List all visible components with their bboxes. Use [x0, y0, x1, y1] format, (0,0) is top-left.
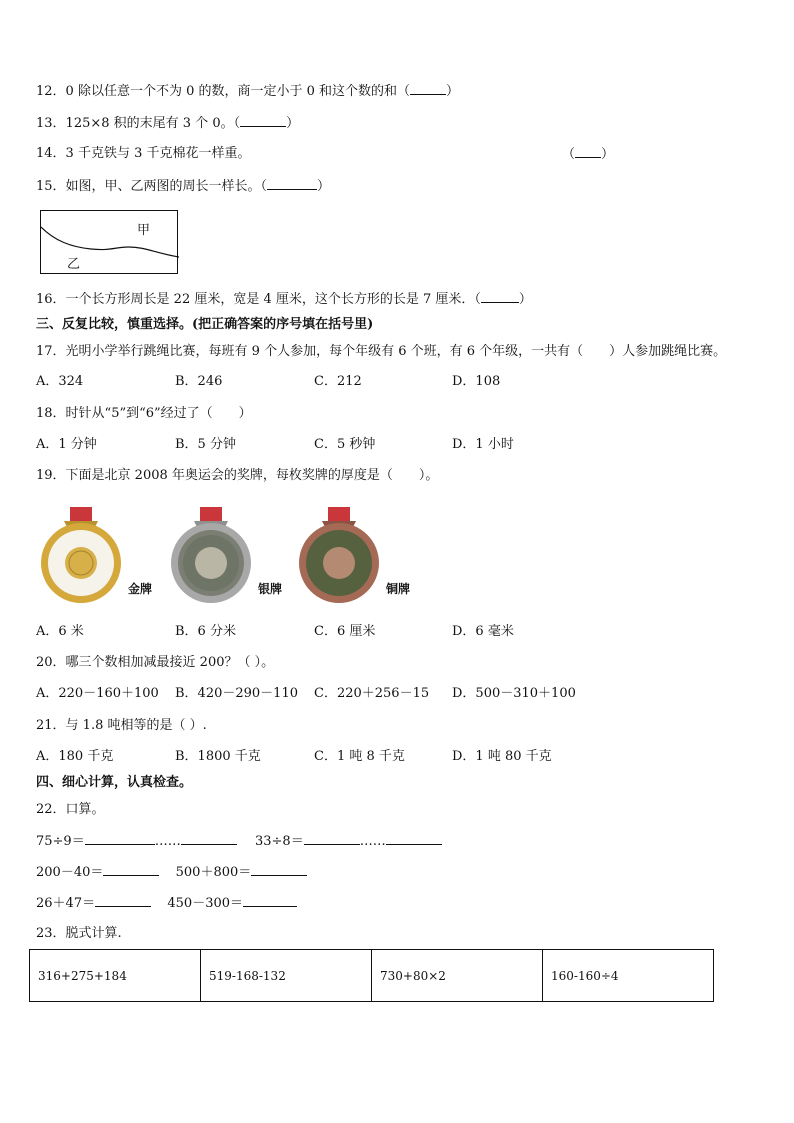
- medal-images: [36, 505, 436, 615]
- calc-item: 75÷9＝: [36, 834, 85, 849]
- answer-blank-14[interactable]: [575, 145, 601, 158]
- section-4-heading: 四、细心计算，认真检查。: [36, 775, 193, 790]
- calc-blank[interactable]: [386, 832, 442, 845]
- mental-calc-row-2: [36, 863, 307, 882]
- answer-blank-15[interactable]: [267, 177, 317, 190]
- option-d[interactable]: D．1 吨 80 千克: [452, 749, 552, 764]
- option-d[interactable]: D．108: [452, 374, 501, 389]
- options-17: [36, 373, 756, 391]
- label-jia: 甲: [137, 223, 151, 238]
- calc-blank[interactable]: [243, 894, 297, 907]
- option-c[interactable]: C．1 吨 8 千克: [314, 749, 405, 764]
- question-16-close: ）: [518, 292, 532, 307]
- option-b[interactable]: B．420－290－110: [175, 686, 298, 701]
- option-d[interactable]: D．1 小时: [452, 437, 514, 452]
- question-13: [36, 114, 299, 133]
- calc-cell[interactable]: 730+80×2: [372, 950, 543, 1002]
- options-21: [36, 748, 756, 766]
- option-a[interactable]: A．180 千克: [36, 749, 114, 764]
- option-d[interactable]: D．6 毫米: [452, 624, 514, 639]
- bronze-medal-icon: [294, 505, 384, 605]
- silver-medal: [166, 505, 296, 615]
- question-21: 21．与 1.8 吨相等的是（ ）.: [36, 718, 207, 733]
- question-20: 20．哪三个数相加减最接近 200？（ ）。: [36, 655, 275, 670]
- calc-cell[interactable]: 519-168-132: [201, 950, 372, 1002]
- option-c[interactable]: C．6 厘米: [314, 624, 376, 639]
- question-13-text: 13．125×8 积的末尾有 3 个 0。（: [36, 116, 241, 131]
- calc-item: 200－40＝: [36, 865, 104, 880]
- calc-blank[interactable]: [251, 863, 307, 876]
- calc-blank[interactable]: [85, 832, 155, 845]
- ellipsis: ……: [154, 834, 181, 849]
- option-b[interactable]: B．246: [175, 374, 223, 389]
- question-15-text: 15．如图，甲、乙两图的周长一样长。（: [36, 179, 268, 194]
- option-b[interactable]: B．6 分米: [175, 624, 236, 639]
- calc-item: 450－300＝: [167, 896, 244, 911]
- gold-medal: [36, 505, 166, 615]
- dividing-curve: [41, 211, 179, 275]
- question-23-title: 23．脱式计算.: [36, 926, 122, 941]
- question-13-close: ）: [286, 116, 300, 131]
- gold-medal-label: 金牌: [128, 582, 153, 596]
- question-14-paren-close: ）: [601, 147, 615, 162]
- question-14-text: 14．3 千克铁与 3 千克棉花一样重。: [36, 146, 251, 161]
- option-a[interactable]: A．1 分钟: [36, 437, 97, 452]
- answer-blank-16[interactable]: [481, 290, 519, 303]
- option-c[interactable]: C．5 秒钟: [314, 437, 376, 452]
- option-a[interactable]: A．6 米: [36, 624, 84, 639]
- calc-cell[interactable]: 160-160÷4: [543, 950, 714, 1002]
- silver-medal-label: 银牌: [258, 582, 283, 596]
- option-b[interactable]: B．5 分钟: [175, 437, 236, 452]
- bronze-medal: [294, 505, 424, 615]
- calc-item: 26＋47＝: [36, 896, 96, 911]
- question-15: [36, 177, 330, 196]
- table-row: [30, 950, 714, 1002]
- answer-blank-12[interactable]: [410, 82, 446, 95]
- question-17: 17．光明小学举行跳绳比赛，每班有 9 个人参加，每个年级有 6 个班，有 6 个年级，一共有（ ）人参加跳绳比赛。: [36, 344, 727, 359]
- calc-blank[interactable]: [181, 832, 237, 845]
- question-16-text: 16．一个长方形周长是 22 厘米，宽是 4 厘米，这个长方形的长是 7 厘米．（: [36, 292, 481, 307]
- calc-blank[interactable]: [304, 832, 360, 845]
- label-yi: 乙: [67, 257, 81, 272]
- question-12: [36, 82, 459, 101]
- question-19: 19．下面是北京 2008 年奥运会的奖牌，每枚奖牌的厚度是（ ）。: [36, 468, 439, 483]
- question-12-close: ）: [446, 84, 460, 99]
- calc-item: 500＋800＝: [175, 865, 252, 880]
- bronze-medal-label: 铜牌: [386, 582, 411, 596]
- calc-item: 33÷8＝: [255, 834, 304, 849]
- question-14-paren-open: （: [562, 147, 576, 162]
- step-calc-table: [29, 949, 714, 1002]
- option-a[interactable]: A．324: [36, 374, 84, 389]
- option-d[interactable]: D．500－310＋100: [452, 686, 576, 701]
- question-16: [36, 290, 532, 309]
- ellipsis: ……: [359, 834, 386, 849]
- gold-medal-icon: [36, 505, 126, 605]
- answer-blank-13[interactable]: [240, 114, 286, 127]
- question-14: [36, 145, 250, 163]
- question-15-close: ）: [317, 179, 331, 194]
- option-c[interactable]: C．220＋256－15: [314, 686, 430, 701]
- option-b[interactable]: B．1800 千克: [175, 749, 261, 764]
- question-12-text: 12．0 除以任意一个不为 0 的数，商一定小于 0 和这个数的和（: [36, 84, 411, 99]
- question-18: 18．时针从“5”到“6”经过了（ ）: [36, 406, 252, 421]
- calc-blank[interactable]: [103, 863, 159, 876]
- option-a[interactable]: A．220－160＋100: [36, 686, 159, 701]
- options-18: [36, 436, 756, 454]
- silver-medal-icon: [166, 505, 256, 605]
- figure-perimeter: [40, 210, 178, 274]
- calc-blank[interactable]: [95, 894, 151, 907]
- calc-cell[interactable]: 316+275+184: [30, 950, 201, 1002]
- mental-calc-row-3: [36, 894, 297, 913]
- question-22-title: 22．口算。: [36, 802, 105, 817]
- question-14-answer: [562, 145, 614, 164]
- section-3-heading: 三、反复比较，慎重选择。(把正确答案的序号填在括号里): [36, 317, 374, 332]
- option-c[interactable]: C．212: [314, 374, 362, 389]
- mental-calc-row-1: [36, 832, 442, 851]
- options-20: [36, 685, 756, 703]
- options-19: [36, 623, 756, 641]
